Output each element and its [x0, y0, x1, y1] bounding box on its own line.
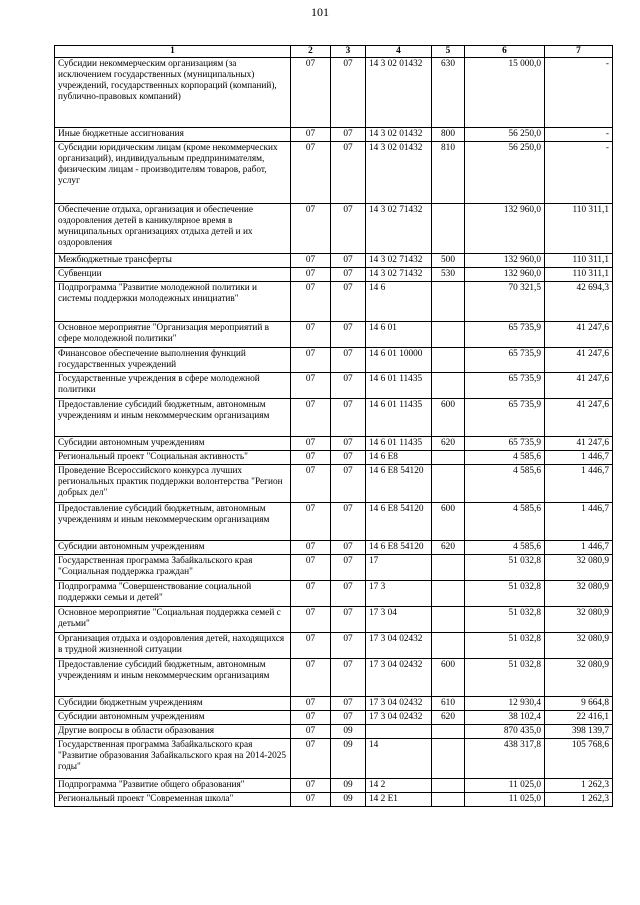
- amount-actual: 1 446,7: [545, 464, 613, 502]
- section-code: 07: [291, 398, 331, 436]
- table-row: [55, 141, 613, 203]
- table-row: [55, 606, 613, 632]
- subsection-code: 07: [331, 554, 366, 580]
- item-name: Субвенции: [55, 267, 291, 281]
- table-row: [55, 321, 613, 347]
- section-code: 07: [291, 738, 331, 778]
- amount-actual: 1 446,7: [545, 540, 613, 554]
- item-name: Основное мероприятие "Организация мероприятий в сфере молодежной политики": [55, 321, 291, 347]
- section-code: 07: [291, 128, 331, 142]
- subsection-code: 07: [331, 436, 366, 450]
- amount-plan: 4 585,6: [465, 540, 545, 554]
- column-header: 3: [331, 46, 366, 58]
- expense-type-code: 620: [432, 540, 465, 554]
- amount-actual: -: [545, 58, 613, 128]
- section-code: 07: [291, 267, 331, 281]
- expense-type-code: [432, 347, 465, 372]
- table-row: [55, 778, 613, 792]
- expense-type-code: [432, 778, 465, 792]
- target-article-code: [366, 724, 432, 738]
- item-name: Региональный проект "Социальная активность": [55, 450, 291, 464]
- amount-actual: 110 311,1: [545, 267, 613, 281]
- subsection-code: 07: [331, 347, 366, 372]
- column-header: 5: [432, 46, 465, 58]
- subsection-code: 07: [331, 253, 366, 267]
- column-header: 6: [465, 46, 545, 58]
- section-code: 07: [291, 696, 331, 710]
- expense-type-code: 630: [432, 58, 465, 128]
- amount-plan: 4 585,6: [465, 502, 545, 540]
- amount-plan: 70 321,5: [465, 281, 545, 321]
- subsection-code: 09: [331, 738, 366, 778]
- target-article-code: 17 3 04 02432: [366, 632, 432, 658]
- item-name: Обеспечение отдыха, организация и обеспечение оздоровления детей в каникулярное время в муниципальных организациях отдыха детей и их оздоровления: [55, 203, 291, 253]
- expense-type-code: 620: [432, 710, 465, 724]
- subsection-code: 07: [331, 580, 366, 606]
- amount-plan: 11 025,0: [465, 778, 545, 792]
- section-code: 07: [291, 436, 331, 450]
- section-code: 07: [291, 658, 331, 696]
- expense-type-code: [432, 554, 465, 580]
- column-header: 7: [545, 46, 613, 58]
- section-code: 07: [291, 141, 331, 203]
- item-name: Предоставление субсидий бюджетным, автономным учреждениям и иным некоммерческим организациям: [55, 658, 291, 696]
- section-code: 07: [291, 203, 331, 253]
- amount-actual: 32 080,9: [545, 580, 613, 606]
- amount-actual: 41 247,6: [545, 347, 613, 372]
- subsection-code: 09: [331, 778, 366, 792]
- subsection-code: 07: [331, 658, 366, 696]
- item-name: Другие вопросы в области образования: [55, 724, 291, 738]
- subsection-code: 07: [331, 321, 366, 347]
- table-row: [55, 464, 613, 502]
- subsection-code: 07: [331, 710, 366, 724]
- expense-type-code: [432, 372, 465, 398]
- amount-plan: 51 032,8: [465, 606, 545, 632]
- expense-type-code: [432, 450, 465, 464]
- item-name: Организация отдыха и оздоровления детей, находящихся в трудной жизненной ситуации: [55, 632, 291, 658]
- amount-actual: 41 247,6: [545, 321, 613, 347]
- table-row: [55, 540, 613, 554]
- section-code: 07: [291, 606, 331, 632]
- table-row: [55, 398, 613, 436]
- section-code: 07: [291, 58, 331, 128]
- table-row: [55, 253, 613, 267]
- amount-plan: 56 250,0: [465, 141, 545, 203]
- amount-plan: 65 735,9: [465, 347, 545, 372]
- table-row: [55, 502, 613, 540]
- subsection-code: 09: [331, 792, 366, 806]
- item-name: Региональный проект "Современная школа": [55, 792, 291, 806]
- amount-actual: 1 262,3: [545, 792, 613, 806]
- amount-plan: 51 032,8: [465, 632, 545, 658]
- subsection-code: 07: [331, 398, 366, 436]
- subsection-code: 07: [331, 540, 366, 554]
- amount-actual: -: [545, 141, 613, 203]
- amount-actual: 110 311,1: [545, 203, 613, 253]
- expense-type-code: 800: [432, 128, 465, 142]
- section-code: 07: [291, 554, 331, 580]
- target-article-code: 14 6 01 11435: [366, 398, 432, 436]
- target-article-code: 17 3 04 02432: [366, 658, 432, 696]
- expense-type-code: 810: [432, 141, 465, 203]
- item-name: Субсидии автономным учреждениям: [55, 710, 291, 724]
- item-name: Субсидии автономным учреждениям: [55, 436, 291, 450]
- amount-plan: 132 960,0: [465, 267, 545, 281]
- amount-plan: 51 032,8: [465, 658, 545, 696]
- expense-type-code: 600: [432, 398, 465, 436]
- expense-type-code: [432, 580, 465, 606]
- item-name: Подпрограмма "Развитие общего образования": [55, 778, 291, 792]
- target-article-code: 14 6 E8 54120: [366, 502, 432, 540]
- subsection-code: 09: [331, 724, 366, 738]
- item-name: Субсидии автономным учреждениям: [55, 540, 291, 554]
- expense-type-code: [432, 321, 465, 347]
- table-row: [55, 658, 613, 696]
- table-row: [55, 696, 613, 710]
- expense-type-code: [432, 724, 465, 738]
- target-article-code: 14 3 02 71432: [366, 253, 432, 267]
- subsection-code: 07: [331, 464, 366, 502]
- item-name: Подпрограмма "Развитие молодежной политики и системы поддержки молодежных инициатив": [55, 281, 291, 321]
- subsection-code: 07: [331, 267, 366, 281]
- amount-plan: 132 960,0: [465, 203, 545, 253]
- subsection-code: 07: [331, 606, 366, 632]
- section-code: 07: [291, 347, 331, 372]
- expense-type-code: [432, 203, 465, 253]
- expense-type-code: [432, 738, 465, 778]
- target-article-code: 14 3 02 01432: [366, 128, 432, 142]
- table-row: [55, 724, 613, 738]
- item-name: Межбюджетные трансферты: [55, 253, 291, 267]
- item-name: Основное мероприятие "Социальная поддержка семей с детьми": [55, 606, 291, 632]
- amount-actual: -: [545, 128, 613, 142]
- table-row: [55, 450, 613, 464]
- section-code: 07: [291, 321, 331, 347]
- table-row: [55, 710, 613, 724]
- amount-actual: 41 247,6: [545, 436, 613, 450]
- table-row: [55, 792, 613, 806]
- subsection-code: 07: [331, 128, 366, 142]
- table-row: [55, 436, 613, 450]
- section-code: 07: [291, 281, 331, 321]
- item-name: Субсидии некоммерческим организациям (за исключением государственных (муниципальных) учреждений, государственных корпораций (компаний), публично-правовых компаний): [55, 58, 291, 128]
- target-article-code: 17 3 04: [366, 606, 432, 632]
- table-row: [55, 267, 613, 281]
- amount-actual: 1 446,7: [545, 450, 613, 464]
- item-name: Предоставление субсидий бюджетным, автономным учреждениям и иным некоммерческим организациям: [55, 398, 291, 436]
- expense-type-code: 620: [432, 436, 465, 450]
- target-article-code: 14 6 01: [366, 321, 432, 347]
- target-article-code: 14: [366, 738, 432, 778]
- section-code: 07: [291, 778, 331, 792]
- budget-table: [54, 45, 613, 807]
- expense-type-code: 600: [432, 502, 465, 540]
- table-row: [55, 128, 613, 142]
- expense-type-code: 530: [432, 267, 465, 281]
- section-code: 07: [291, 372, 331, 398]
- target-article-code: 17: [366, 554, 432, 580]
- expense-type-code: [432, 606, 465, 632]
- target-article-code: 14 2: [366, 778, 432, 792]
- table-row: [55, 281, 613, 321]
- table-row: [55, 632, 613, 658]
- amount-actual: 105 768,6: [545, 738, 613, 778]
- column-header: 4: [366, 46, 432, 58]
- item-name: Государственные учреждения в сфере молодежной политики: [55, 372, 291, 398]
- subsection-code: 07: [331, 203, 366, 253]
- amount-actual: 32 080,9: [545, 632, 613, 658]
- table-row: [55, 738, 613, 778]
- item-name: Подпрограмма "Совершенствование социальной поддержки семьи и детей": [55, 580, 291, 606]
- target-article-code: 14 2 E1: [366, 792, 432, 806]
- amount-plan: 132 960,0: [465, 253, 545, 267]
- amount-actual: 1 262,3: [545, 778, 613, 792]
- target-article-code: 14 6 E8 54120: [366, 464, 432, 502]
- target-article-code: 14 3 02 71432: [366, 267, 432, 281]
- section-code: 07: [291, 540, 331, 554]
- amount-plan: 65 735,9: [465, 372, 545, 398]
- amount-actual: 41 247,6: [545, 372, 613, 398]
- amount-plan: 4 585,6: [465, 464, 545, 502]
- table-row: [55, 372, 613, 398]
- target-article-code: 14 6 01 11435: [366, 436, 432, 450]
- section-code: 07: [291, 724, 331, 738]
- amount-plan: 65 735,9: [465, 436, 545, 450]
- amount-plan: 65 735,9: [465, 321, 545, 347]
- amount-actual: 398 139,7: [545, 724, 613, 738]
- target-article-code: 14 6 01 10000: [366, 347, 432, 372]
- subsection-code: 07: [331, 58, 366, 128]
- item-name: Проведение Всероссийского конкурса лучших региональных практик поддержки волонтерства "Регион добрых дел": [55, 464, 291, 502]
- item-name: Субсидии бюджетным учреждениям: [55, 696, 291, 710]
- amount-plan: 4 585,6: [465, 450, 545, 464]
- section-code: 07: [291, 710, 331, 724]
- item-name: Финансовое обеспечение выполнения функций государственных учреждений: [55, 347, 291, 372]
- table-row: [55, 347, 613, 372]
- amount-plan: 65 735,9: [465, 398, 545, 436]
- section-code: 07: [291, 632, 331, 658]
- section-code: 07: [291, 502, 331, 540]
- amount-plan: 15 000,0: [465, 58, 545, 128]
- amount-actual: 32 080,9: [545, 554, 613, 580]
- target-article-code: 14 6: [366, 281, 432, 321]
- expense-type-code: [432, 792, 465, 806]
- amount-plan: 56 250,0: [465, 128, 545, 142]
- subsection-code: 07: [331, 632, 366, 658]
- item-name: Предоставление субсидий бюджетным, автономным учреждениям и иным некоммерческим организациям: [55, 502, 291, 540]
- expense-type-code: 500: [432, 253, 465, 267]
- section-code: 07: [291, 450, 331, 464]
- target-article-code: 14 6 E8: [366, 450, 432, 464]
- item-name: Субсидии юридическим лицам (кроме некоммерческих организаций), индивидуальным предпринимателям, физическим лицам - производителям товаров, работ, услуг: [55, 141, 291, 203]
- expense-type-code: 600: [432, 658, 465, 696]
- expense-type-code: 610: [432, 696, 465, 710]
- target-article-code: 14 3 02 01432: [366, 58, 432, 128]
- subsection-code: 07: [331, 502, 366, 540]
- target-article-code: 14 3 02 01432: [366, 141, 432, 203]
- target-article-code: 17 3 04 02432: [366, 710, 432, 724]
- amount-plan: 51 032,8: [465, 554, 545, 580]
- target-article-code: 14 6 E8 54120: [366, 540, 432, 554]
- amount-plan: 870 435,0: [465, 724, 545, 738]
- column-header: 1: [55, 46, 291, 58]
- amount-plan: 438 317,8: [465, 738, 545, 778]
- amount-actual: 42 694,3: [545, 281, 613, 321]
- column-header: 2: [291, 46, 331, 58]
- page-number: 101: [311, 5, 329, 19]
- amount-actual: 22 416,1: [545, 710, 613, 724]
- subsection-code: 07: [331, 696, 366, 710]
- amount-actual: 32 080,9: [545, 658, 613, 696]
- target-article-code: 17 3 04 02432: [366, 696, 432, 710]
- amount-actual: 1 446,7: [545, 502, 613, 540]
- section-code: 07: [291, 464, 331, 502]
- header-row: [55, 46, 613, 58]
- table-row: [55, 203, 613, 253]
- expense-type-code: [432, 281, 465, 321]
- amount-plan: 11 025,0: [465, 792, 545, 806]
- table-row: [55, 554, 613, 580]
- section-code: 07: [291, 792, 331, 806]
- amount-actual: 41 247,6: [545, 398, 613, 436]
- subsection-code: 07: [331, 372, 366, 398]
- item-name: Иные бюджетные ассигнования: [55, 128, 291, 142]
- table-row: [55, 580, 613, 606]
- target-article-code: 17 3: [366, 580, 432, 606]
- item-name: Государственная программа Забайкальского края "Социальная поддержка граждан": [55, 554, 291, 580]
- subsection-code: 07: [331, 281, 366, 321]
- section-code: 07: [291, 253, 331, 267]
- expense-type-code: [432, 632, 465, 658]
- target-article-code: 14 3 02 71432: [366, 203, 432, 253]
- section-code: 07: [291, 580, 331, 606]
- expense-type-code: [432, 464, 465, 502]
- amount-actual: 32 080,9: [545, 606, 613, 632]
- amount-plan: 51 032,8: [465, 580, 545, 606]
- amount-actual: 9 664,8: [545, 696, 613, 710]
- target-article-code: 14 6 01 11435: [366, 372, 432, 398]
- subsection-code: 07: [331, 141, 366, 203]
- amount-plan: 12 930,4: [465, 696, 545, 710]
- item-name: Государственная программа Забайкальского края "Развитие образования Забайкальского края на 2014-2025 годы": [55, 738, 291, 778]
- table-row: [55, 58, 613, 128]
- amount-actual: 110 311,1: [545, 253, 613, 267]
- subsection-code: 07: [331, 450, 366, 464]
- amount-plan: 38 102,4: [465, 710, 545, 724]
